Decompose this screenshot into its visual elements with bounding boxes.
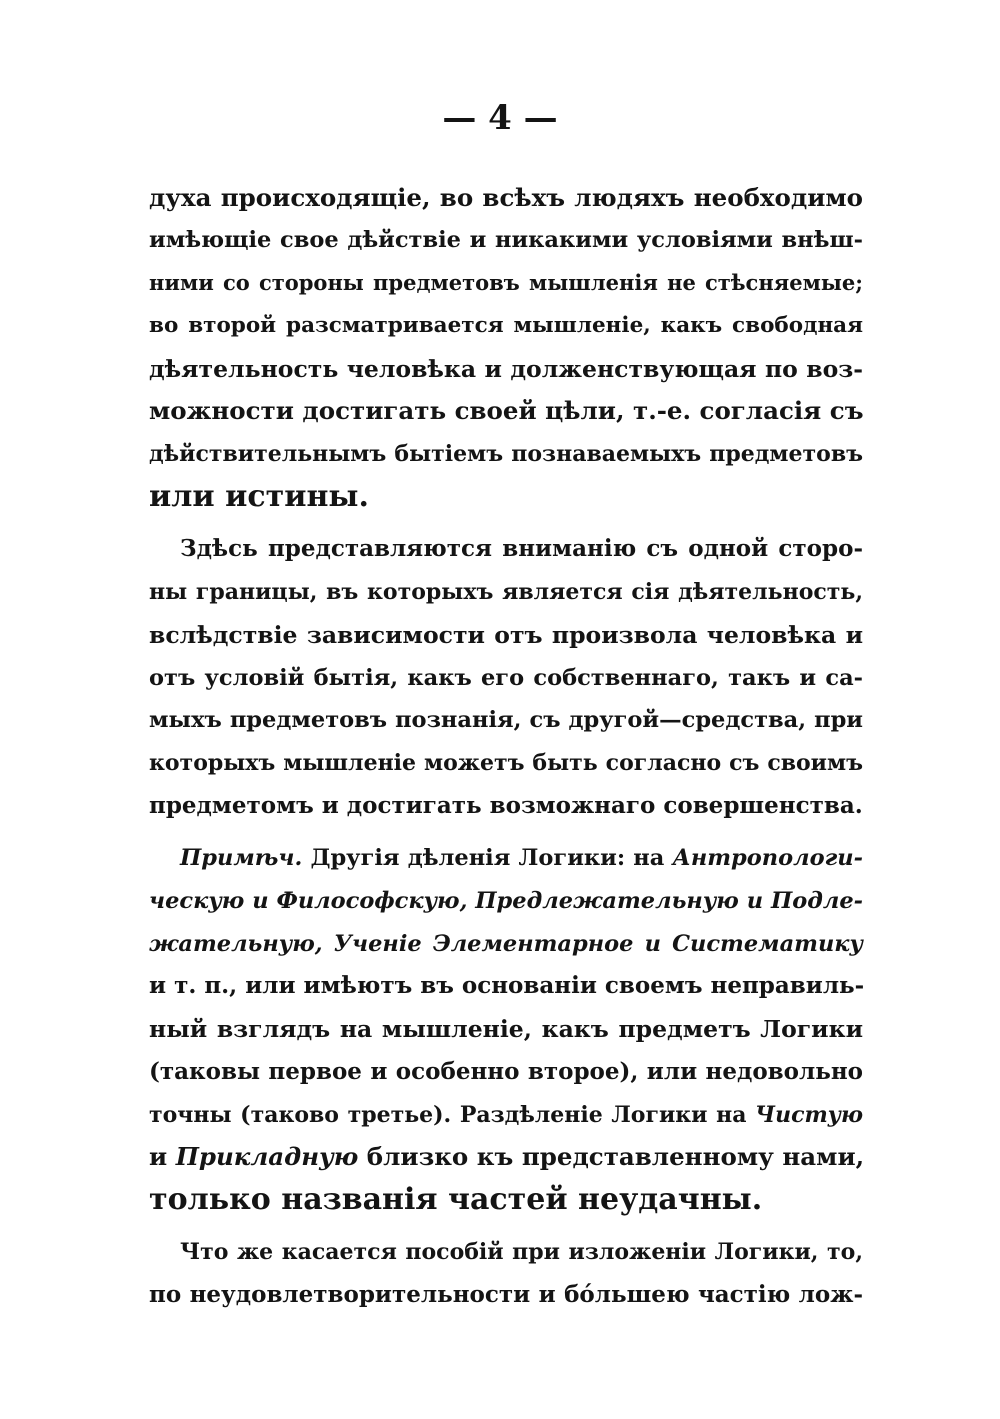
- note-text: точны (таково третье). Раздѣленіе Логики на: [149, 1102, 756, 1128]
- text-line: ними со стороны предметовъ мышленія не стѣсняемые;: [149, 270, 863, 295]
- text-line: или истины.: [149, 479, 369, 514]
- note-line: [149, 1135, 863, 1179]
- text-line: (таковы первое и особенно второе), или недовольно: [149, 1058, 863, 1085]
- note-text: близко къ представленному нами,: [358, 1142, 865, 1171]
- note-text: и: [149, 1142, 176, 1171]
- text-line: ный взглядъ на мышленіе, какъ предметъ Логики: [149, 1015, 863, 1043]
- note-line: [149, 1093, 863, 1137]
- note-line: [149, 879, 863, 923]
- text-line: только названія частей неудачны.: [149, 1182, 763, 1217]
- text-line: которыхъ мышленіе можетъ быть согласно съ своимъ: [149, 750, 863, 776]
- text-line: дѣятельность человѣка и долженствующая по воз-: [149, 355, 863, 383]
- note-line: [180, 836, 863, 880]
- note-term: Прикладную: [175, 1142, 359, 1171]
- note-term: жательную, Ученіе Элементарное и Систематику: [149, 931, 863, 957]
- text-line: можности достигать своей цѣли, т.-е. согласія съ: [149, 396, 864, 425]
- text-line: имѣющіе свое дѣйствіе и никакими условіями внѣш-: [149, 227, 863, 253]
- text-line: во второй разсматривается мышленіе, какъ свободная: [149, 313, 863, 338]
- text-line: Что же касается пособій при изложеніи Логики, то,: [180, 1239, 863, 1265]
- note-term: ческую и Философскую, Предлежательную и Подле-: [149, 888, 863, 914]
- text-line: по неудовлетворительности и бо́льшею частію лож-: [149, 1281, 863, 1308]
- text-line: вслѣдствіе зависимости отъ произвола человѣка и: [149, 621, 863, 649]
- text-line: мыхъ предметовъ познанія, съ другой—средства, при: [149, 707, 863, 733]
- text-line: и т. п., или имѣютъ въ основаніи своемъ неправиль-: [149, 972, 865, 999]
- text-line: отъ условій бытія, какъ его собственнаго, такъ и са-: [149, 665, 863, 691]
- text-line: ны границы, въ которыхъ является сія дѣятельность,: [149, 579, 863, 605]
- note-term: Антропологи-: [672, 845, 863, 871]
- note-line: [149, 922, 863, 966]
- text-line: Здѣсь представляются вниманію съ одной сторо-: [180, 535, 863, 562]
- note-term: Чистую: [755, 1102, 863, 1128]
- note-text: Другія дѣленія Логики: на: [302, 845, 673, 871]
- text-line: предметомъ и достигать возможнаго совершенства.: [149, 792, 863, 819]
- page-number: — 4 —: [442, 98, 558, 138]
- text-line: дѣйствительнымъ бытіемъ познаваемыхъ предметовъ: [149, 441, 863, 467]
- text-line: духа происходящіе, во всѣхъ людяхъ необходимо: [149, 183, 863, 212]
- note-label: Примѣч.: [180, 845, 303, 871]
